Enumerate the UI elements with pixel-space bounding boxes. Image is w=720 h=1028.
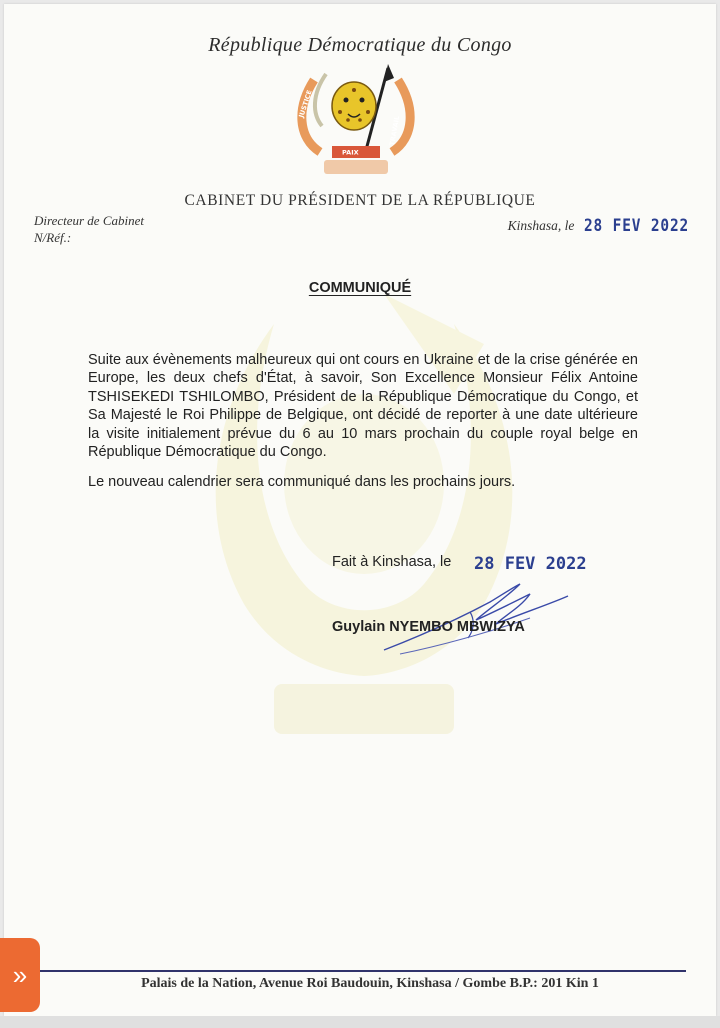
director-label: Directeur de Cabinet bbox=[34, 213, 144, 228]
reference-label: N/Réf.: bbox=[34, 230, 72, 245]
document-title bbox=[4, 280, 716, 296]
document-page bbox=[4, 4, 716, 1016]
title-text: COMMUNIQUÉ bbox=[308, 280, 412, 296]
bottom-bar bbox=[0, 1016, 720, 1028]
cabinet-heading: CABINET DU PRÉSIDENT DE LA RÉPUBLIQUE bbox=[184, 192, 536, 209]
place-date-label: Kinshasa, le bbox=[507, 218, 575, 233]
signatory-name: Guylain NYEMBO MBWIZYA bbox=[332, 619, 525, 635]
body-paragraph: Suite aux évènements malheureux qui ont cours en Ukraine et de la crise générée en Europe, les deux chefs d'État, à savoir, Son Excellence Monsieur Félix Antoine TSHISEKEDI TSHILOMBO, Président de la République Démocratique du Congo, et Sa Majesté le Roi Philippe de Belgique, ont décidé de reporter à une date ultérieure la visite initialement prévue du 6 au 10 mars prochain du couple royal belge en République Démocratique du Congo. bbox=[88, 352, 638, 461]
expand-panel-button[interactable] bbox=[0, 938, 40, 1012]
motto-travail: TRAVAIL bbox=[388, 115, 402, 147]
closing-date-stamp: 28 FEV 2022 bbox=[474, 554, 587, 574]
closing-place: Fait à Kinshasa, le bbox=[332, 554, 452, 570]
body-paragraph: Le nouveau calendrier sera communiqué dans les prochains jours. bbox=[88, 474, 516, 491]
motto-paix: PAIX bbox=[342, 148, 359, 157]
coat-of-arms-emblem bbox=[290, 60, 422, 178]
footer-divider bbox=[40, 970, 686, 972]
motto-justice: JUSTICE bbox=[297, 89, 314, 119]
double-chevron-right-icon: » bbox=[12, 959, 28, 990]
republic-name: République Démocratique du Congo bbox=[208, 34, 512, 56]
date-stamp: 28 FEV 2022 bbox=[584, 216, 690, 236]
document-body bbox=[88, 351, 638, 504]
footer-address: Palais de la Nation, Avenue Roi Baudouin, Kinshasa / Gombe B.P.: 201 Kin 1 bbox=[141, 976, 599, 991]
header-date bbox=[508, 216, 708, 236]
sender-block bbox=[34, 212, 144, 246]
